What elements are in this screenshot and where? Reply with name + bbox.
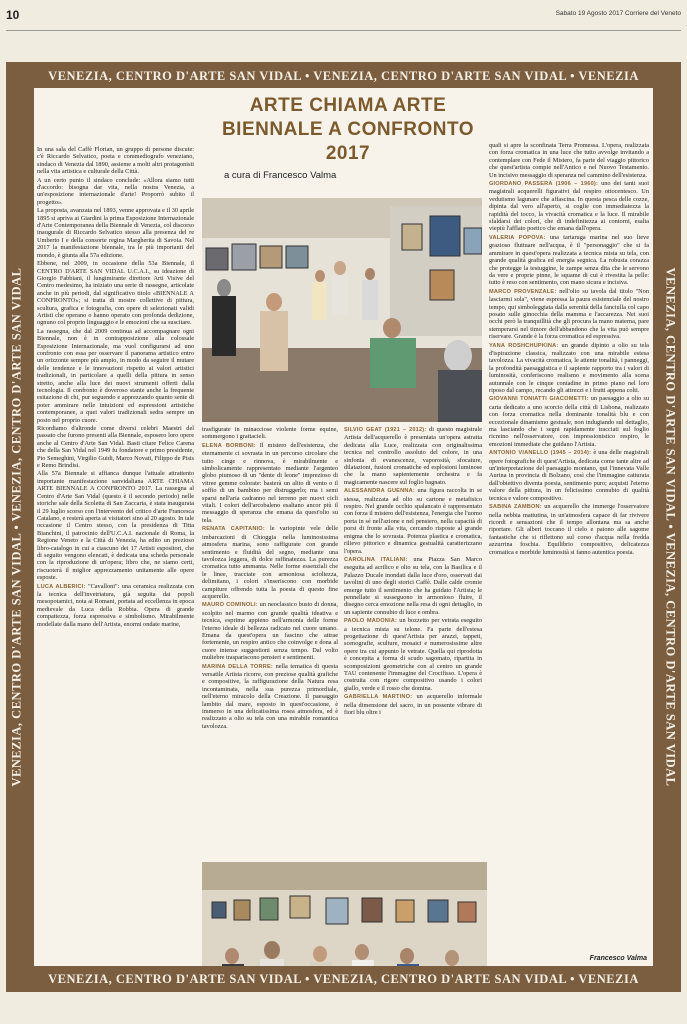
artist-name: ELENA BORBONI: xyxy=(202,442,256,449)
paragraph: La rassegna, che dal 2009 continua ad accompagnare ogni Biennale, non è in contrapposizione alla colossale Esposizione Internazionale, ma vuol configurarsi ad uno confronto con essa per osservare il panorama artistico entro un orizzonte sempre più ampio, in modo da seguire il mutare delle tendenze e le innovazioni rispetto ai valori artistici tradizionali, in particolare a quelli della pittura in senso stretto, anche alla luce dei nuovi strumenti offerti dalla tecnologia. Il confronto è doveroso stante anche la frequente esitazione di chi, pur seguendo e apprezzando quanto sente di poter ammirare nelle intuizioni ed espressioni artistiche contemporanee, a quei valori tradizionali sedra sempre un posto nel proprio cuore. xyxy=(37,327,194,424)
paragraph: Ricordiamo d'altronde come diversi celebri Maestri del passato che furono presenti alla Biennale, esposero loro opere anche al Centro d'Arte San Vidal. Basti citare Felice Carena che della San Vidal nel 1949 fu fondatore e primo presidente, Pio Semeghini, Virgilio Guidi, Marco Novati, Filippo de Pisis e Remo Brindisi. xyxy=(37,425,194,470)
headline-line-2: BIENNALE A CONFRONTO 2017 xyxy=(221,119,475,164)
gallery-photo-svg xyxy=(202,198,482,422)
artist-name: ANTONIO VIANELLO (1945 – 2014): xyxy=(489,450,592,457)
artist-name: GABRIELLA MARTINO: xyxy=(344,694,413,701)
header-rule xyxy=(6,30,681,31)
paragraph: MARINA DELLA TORRE: nella tematica di questa versatile Artista ricorre, con preziose qualità grafiche e compositive, la raffigurazione della Natura resa incontaminata, nella sua purezza primordiale, nell'eterno miracolo della Creazione. Il paesaggio lambito dal mare, esposto in quest'occasione, è immerso in una delicatissima rosea atmosfera, ed è realizzato a olio su tela con una mirabile romantica tavolozza. xyxy=(202,662,338,730)
paragraph: ANTONIO VIANELLO (1945 – 2014): è una delle magistrali opere fotografiche di quest'Artista, dedicata come tante altre ad un'interpretazione del paesaggio montano, qui l'innevata Valle Aurina in provincia di Bolzano, così che l'immagine catturata dall'obiettivo diventa poesia, sentimento puro; acquisti l'eterno valore della pittura, in un felicissimo connubio di qualità tecnica e valore compositivo. xyxy=(489,449,649,502)
byline: a cura di Francesco Valma xyxy=(224,170,337,181)
headline-block xyxy=(198,94,498,181)
paragraph: GIORDANO PASSERA (1906 – 1960): uno dei tanti suoi magistrali acquerelli figurativi dal respiro ottocentesco. Un vedutismo lagunare che affascina. In questa pesca delle cozze, dipinta dal vero all'aperto, si coglie con immediatezza la rapidità del tocco, la vivacità cromatica e la luce. Il mirabile sfaldarsi dei colori, che di indefinitezza ai contorni, esalta viepiù l'afflato poetico che emana dall'opera. xyxy=(489,180,649,233)
paragraph: MARCO PROVENZALE: nell'olio su tavola dal titolo "Non lasciarmi sola", viene espressa la paura esistenziale del nostro tempo, qui simboleggiata dalla serenità della fanciulla col capo posato sulle ginocchia della mamma e l'accarezza. Nei suoi occhi però la tranquillità che gli procura la mano materna, pare stemperarsi nel timore dell'abbandono che la vita può sempre riservare. Grande è la forza cromatica ed espressiva. xyxy=(489,287,649,341)
paragraph: A un certo punto il sindaco conclude: «Allora siamo tutti d'accordo: bisogna dar vita, nella nostra Venezia, a un'esposizione internazionale d'arte! Proporrò subito il progetto». xyxy=(37,176,194,206)
article-frame xyxy=(6,62,681,992)
artist-name: YANA ROSHCHUPKINA: xyxy=(489,342,559,349)
paragraph: RENATA CAPITANIO: le variopinte vele delle imbarcazioni di Chioggia nella luminosissima atmosfera marina, sono raffigurate con grande sentimento e fluidità del segno, mediante una tavolozza leggera, di dolce raffinatezza. La purezza cromatica tutto ammanta. Nelle forme essenziali che le linee, tracciate con armoniosa scioltezza, delimitano, i colori s'inseriscono con morbide campiture offrendo tutta la poesia di questo fine acquerello. xyxy=(202,525,338,600)
artist-name: SABINA ZAMBON: xyxy=(489,504,542,511)
column-1 xyxy=(37,146,194,964)
paragraph: Alla 57a Biennale si affianca dunque l'attuale attrattento importante manifestazione sanvidaliana ARTE CHIAMA ARTE BIENNALE A CONFRONTO 2017. La rassegna al Centro d'Arte San Vidal (questo è il secondo periodo) nelle storiche sale della Scoletta di San Zaccaria, è stata inaugurata il 29 luglio scorso con l'intervento del critico d'arte Francesca Catalano, e resterà aperta ai visitatori sino al 20 agosto. In tale occasione il Centro stesso, con la presidenza di Titta Bianchini, il patrocinio dell'U.C.A.I. nazionale di Roma, la Regione Veneto e la Città di Venezia, ha edito un prezioso libro-catalogo in cui a ciascuno dei 17 Artisti espositori, che di seguito vengono elencati, è dedicata una scheda personale con la riproduzione di un'opera; libro che, ne siamo certi, riscuoterà il miglior apprezzamento unitamente alle opere esposte. xyxy=(37,470,194,582)
page-number: 10 xyxy=(6,8,20,22)
author-signature: Francesco Valma xyxy=(589,955,647,962)
artist-name: CAROLINA ITALIANI: xyxy=(344,556,408,563)
paragraph: quali si apre la sconfinata Terra Promessa. L'opera, realizzata con forza cromatica in una luce che tutto avvolge invitando a contemplare con Fede il Mistero, fa parte del viaggio pittorico che quest'artista compie nell'Antico e nel Nuovo Testamento. Un incisivo messaggio di speranza nel cammino dell'esistenza. xyxy=(489,142,649,179)
artist-name: LUCA ALBERICI: xyxy=(37,583,86,590)
paragraph: MAURO COMINOLI: un neoclassico busto di donna, scolpito nel marmo con grande qualità ideativa e tecnica, esprime appieno nell'armonia delle forme l'eterno ideale di bellezza radicato nel cuore umano. Emana da quest'opera un fascino che attrae fortemente, un respiro antico che coinvolge e dona al cuore intense suggestioni senza tempo. Dal volto muliebre trasparisconо pensieri e sentimenti. xyxy=(202,601,338,662)
column-4 xyxy=(489,142,649,962)
artist-name: GIORDANO PASSERA (1906 – 1960): xyxy=(489,181,599,188)
paragraph: ELENA BORBONI: Il mistero dell'esistenza, che eternamente ci sovrasta in un percorso circolare che tutto cinge e rinnova, è mirabilmente e simbolicamente rappresentato mediante l'argenteo globo piumoso di un "dente di leone" imprezioso di vitree gemme colorate: basterà un alito di vento o il soffio di un bambino per distruggerlo; ma i semi sparsi nell'aria cadranno nel terreno per nuovi cicli vitali. I colori dell'arcobaleno esaltano ancor più il messaggio di speranza che emana da quest'olio su tela. xyxy=(202,441,338,524)
paragraph: SILVIO GEAT (1921 – 2012): di questo magistrale Artista dell'acquerello è presentata un'opera astratta dedicata alla Luce, realizzata con originalissima tecnica nel controllo assoluto del colore, in una sinfonia di evanescenze, vaporosità, sfocature, dilatazioni, fusioni cromatiche ed esplosioni luminose che la mano sapientemente orchestra e fa magicamente nascere sul foglio bagnato. xyxy=(344,426,482,486)
exhibition-hall-photo xyxy=(202,862,487,966)
dateline: Sabato 19 Agosto 2017 Corriere del Veneto xyxy=(555,10,681,17)
artist-name: MARCO PROVENZALE: xyxy=(489,288,557,295)
artist-name: RENATA CAPITANIO: xyxy=(202,526,265,533)
paragraph: trasfigurate in minacciose violente forme equine, sommergono i grattacieli. xyxy=(202,426,338,441)
artist-name: GIOVANNI TONIATTI GIACOMETTI: xyxy=(489,396,589,403)
paragraph: VALERIA POPOVA: una tartaruga marina nel suo lieve grazioso fluttuare nell'acqua, è il "personaggio" che si fa ammirare in quest'opera realizzata a tecnica mista su tela, con grande qualità grafica ed energia segnica. La robusta corazza che protegge la testuggine, le zampe senza dita che le servono da vere e proprie pinne, le squame di cui è rivestita la pelle: tutto è reso con sentimento, con mano sicura e incisiva. xyxy=(489,233,649,287)
artist-name: PAOLO MADONIA: xyxy=(344,618,398,625)
column-3 xyxy=(344,426,482,858)
artist-name: SILVIO GEAT (1921 – 2012): xyxy=(344,427,427,433)
paragraph: PAOLO MADONIA: un bozzetto per vetrata eseguito a tecnica mista su telone. Fa parte dell'estesa progettazione di quest'Artista per arazzi, tappeti, scenografie, sculture, mosaici e numerosissime altre opere tra cui appunto le vetrate. Quella qui riprodotta è concepita a forma di scudo sagomato, ripartita in scomposizioni geometriche con al centro un grande TAU contenente l'immagine del Crocifisso. L'opera è costruita con rigore compositivo usando i colori giallo, verde e il rosso che domina. xyxy=(344,617,482,692)
paragraph: La proposta, avanzata nel 1893, venne approvata e il 30 aprile 1895 si apriva ai Giardini la prima Esposizione Internazionale d'Arte Contemporanea della Biennale di Venezia, col discorso inaugurale di Riccardo Selvatico stesso alla presenza del re Umberto I e della consorte regina Margherita di Savoia. Nel 2017 la manifestazione biennale, tra le più importanti del mondo, è giunta alla 57a edizione. xyxy=(37,207,194,259)
border-banner-top: VENEZIA, CENTRO D'ARTE SAN VIDAL • VENEZIA, CENTRO D'ARTE SAN VIDAL • VENEZIA xyxy=(48,69,639,83)
paragraph: In una sala del Caffè Florian, un gruppo di persone discute: c'è Riccardo Selvatico, poeta e commediografo veneziano, sindaco di Venezia dal 1890, assieme a molti altri protagonisti nella vita artistica e culturale della Città. xyxy=(37,146,194,176)
paragraph: LUCA ALBERICI: "Cavalloni": una ceramica realizzata con la tecnica dell'invetriatura, già seguita dai popoli mesopotamici, nota ai Romani, portata ad eccellenza in epoca medievale da Luca della Robbia. Opera di grande compattezza, forza espressiva e simbolismo. Mirabilmente modellate dalla mano dell'Artista, enormi ondate marine, xyxy=(37,582,194,628)
artist-name: ALESSANDRA GUENNA: xyxy=(344,488,415,495)
paragraph: Ebbene, nel 2009, in occasione della 53a Biennale, il CENTRO D'ARTE SAN VIDAL U.C.A.I., su ideazione di Giorgio Fabbiani, il lungimirante direttore Arti Visive del Centro medesimo, ha iniziato una serie di rassegne, articolate anche in più periodi, dal significativo titolo «BIENNALE A CONFRONTO»; si tratta di mostre collettive di pittura, scultura, grafica e fotografia, con opere di selezionati validi Artisti che operano o hanno operato con profonda dedizione, ognuno col proprio linguaggio e le emozioni che sa suscitare. xyxy=(37,260,194,327)
gallery-visitors-photo xyxy=(202,198,482,422)
column-2 xyxy=(202,426,338,858)
hall-photo-svg xyxy=(202,862,487,966)
artist-name: MAURO COMINOLI: xyxy=(202,602,258,609)
article-body xyxy=(34,88,653,966)
border-banner-right: VENEZIA, CENTRO D'ARTE SAN VIDAL • VENEZIA, CENTRO D'ARTE SAN VIDAL xyxy=(663,267,678,787)
paragraph: ALESSANDRA GUENNA: una figura raccolta in se stessa, realizzata ad olio su cartone e metafisico respiro. Nel grande occhio spalancato è rappresentato con forza il mistero dell'esistenza, l'energia che l'uomo porta in sé nell'azione e nel pensiero, nella capacità di porsi di fronte alla vita, cercando risposte al grande enigma che lo sovrasta. Potenza plastica e cromatica, rilievo pittorico e dinamica gestualità caratterizzano l'opera. xyxy=(344,487,482,555)
headline-line-1: ARTE CHIAMA ARTE xyxy=(249,95,447,116)
paragraph: GABRIELLA MARTINO: un acquerello informale nella dimensione del sacro, in un possente vibrare di fiori blu oltre i xyxy=(344,693,482,717)
paragraph: YANA ROSHCHUPKINA: un grande dipinto a olio su tela d'ispirazione classica, realizzato con una mirabile estesa tavolozza. La vivacità cromatica, le attente tonalità, i panneggi, la profondità paesaggistica e il sapiente rapporto tra i valori di luminosità, conferiscono realismo e movimento alla scena autunnale con le cinque contadine in primo piano nel loro riposo dal campo, recando gli attrezzi e i frutti appena colti. xyxy=(489,341,649,394)
paragraph: GIOVANNI TONIATTI GIACOMETTI: un paesaggio a olio su carta dedicato a uno scorcio della città di Lisbona, realizzato con forza cromatica nella dominante tonalità blu e con eccezionale dinamismo gestuale, non indugiando sul dettaglio, ma lasciando che i segni rapidamente tracciati sul foglio ricreino nell'osservatore, con impressionistico respiro, le emozioni immediate che guidano l'Artista. xyxy=(489,395,649,448)
paragraph: SABINA ZAMBON: un acquerello che immerge l'osservatore nella nebbia mattutina, in un'atmosfera capace di far rivivere ricordi e sensazioni che il tempo allontana ma sa anche riportare. Gli alberi toccano il cielo e paiono alle sagome fantastiche che si riflettono sul corso d'acqua nella fredda azzurrina foschia. Equilibrio compositivo, delicatezza cromatica e morbide luminosità si fanno autentica poesia. xyxy=(489,503,649,556)
newspaper-header xyxy=(0,0,687,40)
artist-name: VALERIA POPOVA: xyxy=(489,234,546,241)
border-banner-left: VENEZIA, CENTRO D'ARTE SAN VIDAL • VENEZIA, CENTRO D'ARTE SAN VIDAL xyxy=(9,267,24,787)
artist-name: MARINA DELLA TORRE: xyxy=(202,663,273,670)
border-banner-bottom: VENEZIA, CENTRO D'ARTE SAN VIDAL • VENEZIA, CENTRO D'ARTE SAN VIDAL • VENEZIA xyxy=(48,972,639,986)
paragraph: CAROLINA ITALIANI: una Piazza San Marco eseguita ad acrilico e olio su tela, con la Basilica e il Palazzo Ducale inondati dalla luce d'oro, osservati dai tavolini di uno degli storici Caffè. Dalle calde cromie emerge tutto il sentimento che ha guidato l'Artista; le pennellate si susseguono in armonioso fluire, il disegno cerca emozione nella resa di ogni dettaglio, in un sapiente connubio di luce e ombra. xyxy=(344,555,482,616)
